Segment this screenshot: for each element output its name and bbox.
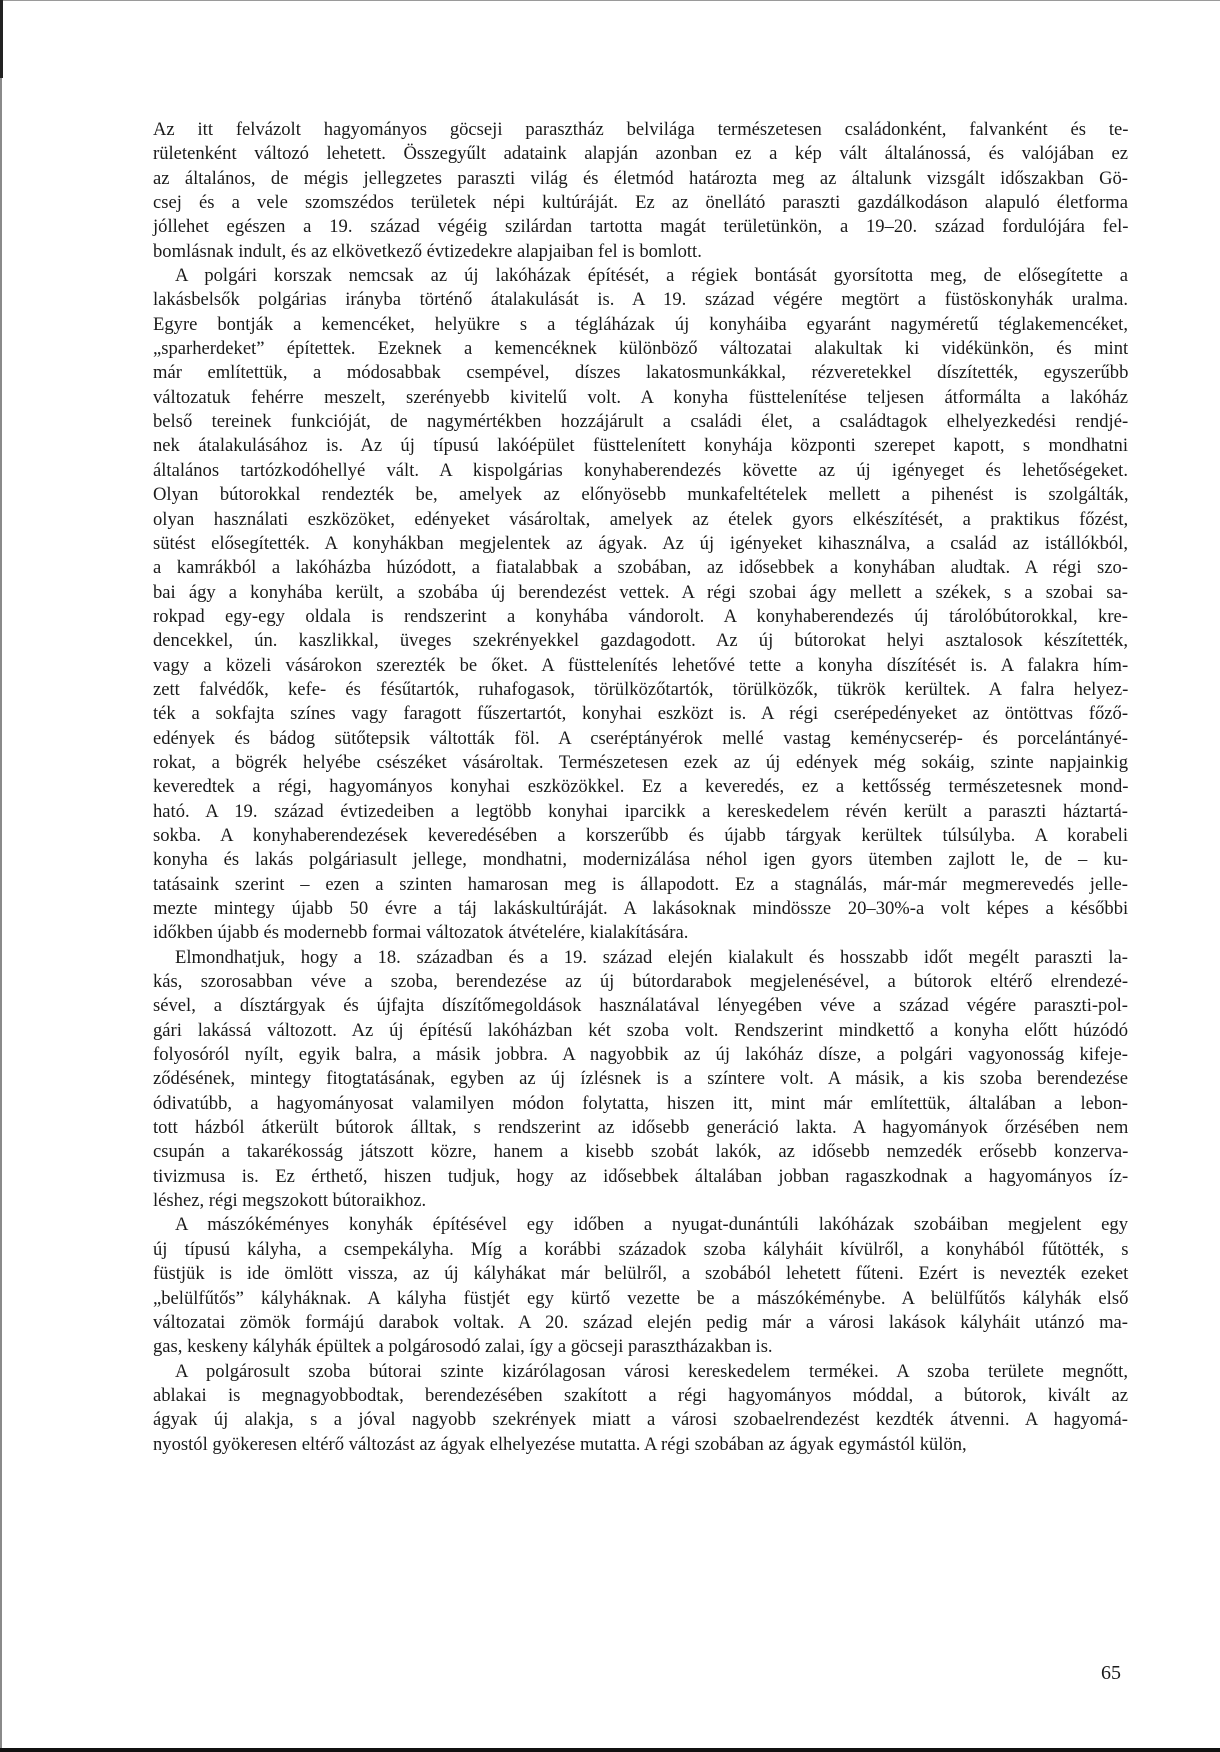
paragraph: [153, 264, 1128, 946]
text-line: rokat, a bögrék helyébe csészéket vásároltak. Természetesen ezek az új edények még sokáig, szinte napjainkig: [153, 751, 1128, 773]
text-line: bai ágy a konyhába került, a szobába új berendezést vettek. A régi szobai ágy mellett a székek, s a szobai sa-: [153, 581, 1128, 603]
scan-left-edge: [0, 0, 2, 1752]
text-line: Egyre bontják a kemencéket, helyükre s a tégláházak új konyháiba egyaránt nagyméretű téglakemencéket,: [153, 313, 1128, 335]
text-line: nyostól gyökeresen eltérő változást az ágyak elhelyezése mutatta. A régi szobában az ágyak egymástól külön,: [153, 1433, 967, 1455]
text-line: lakásbelsők polgárias irányba történő átalakulását is. A 19. század végére megtört a füstöskonyhák uralma.: [153, 289, 1129, 311]
paragraph: [153, 1360, 1128, 1457]
text-line: tatásaink szerint – ezen a szinten hamarosan meg is állapodott. Ez a stagnálás, már-már megmerevedés jelle-: [153, 873, 1128, 895]
body-text: [153, 118, 1128, 1457]
scan-bottom-edge: [0, 1748, 1220, 1752]
text-line: csej és a vele szomszédos területek népi kultúráját. Ez az önellátó paraszti gazdálkodáson alapuló életforma: [153, 192, 1128, 214]
text-line: ablakai is megnagyobbodtak, berendezésében szakított a régi hagyományos móddal, a bútorok, kivált az: [153, 1384, 1129, 1406]
text-line: A polgárosult szoba bútorai szinte kizárólagosan városi kereskedelem termékei. A szoba területe megnőtt,: [175, 1360, 1128, 1382]
text-line: léshez, régi megszokott bútoraikhoz.: [153, 1190, 427, 1212]
page-number: 65: [1101, 1662, 1121, 1684]
text-line: tivizmusa is. Ez érthető, hiszen tudjuk, hogy az idősebbek általában jobban ragaszkodnak a hagyományos íz-: [153, 1165, 1129, 1187]
text-line: már említettük, a módosabbak csempével, díszes lakatosmunkákkal, rézveretekkel díszítették, egyszerűbb: [153, 362, 1129, 384]
text-line: általános tartózkodóhellyé vált. A kispolgárias konyhaberendezés követte az új igényeget és lehetőségeket.: [153, 459, 1128, 481]
text-line: változatai zömök formájú darabok voltak. A 20. század elején pedig már a városi lakások kályháit utánzó ma-: [153, 1311, 1128, 1333]
text-line: ződésének, mintegy fitogtatásának, egyben az új ízlésnek is a színtere volt. A másik, a kis szoba berendezése: [153, 1068, 1128, 1090]
text-line: a kamrákból a lakóházba húzódott, a fiatalabbak a szobában, az idősebbek a konyhában aludtak. A régi szo-: [153, 557, 1128, 579]
text-line: Elmondhatjuk, hogy a 18. században és a 19. század elején kialakult és hosszabb időt megélt paraszti la-: [175, 946, 1128, 968]
text-line: gas, keskeny kályhák épültek a polgárosodó zalai, így a göcseji parasztházakban is.: [153, 1336, 773, 1358]
text-line: csupán a takarékosság játszott közre, hanem a kisebb szobát lakók, az idősebb nemzedék erősebb konzerva-: [153, 1141, 1129, 1163]
text-line: sütést elősegítették. A konyhákban megjelentek az ágyak. Az új igényeket kihasználva, a család az istállókból,: [153, 532, 1128, 554]
text-line: A polgári korszak nemcsak az új lakóházak építését, a régiek bontását gyorsította meg, de elősegítette a: [175, 265, 1128, 287]
scan-left-edge-shadow: [0, 0, 3, 78]
text-line: konyha és lakás polgáriasult jellege, mondhatni, modernizálása néhol igen gyors ütemben zajlott le, de – ku-: [153, 849, 1128, 871]
text-line: ágyak új alakja, s a jóval nagyobb szekrények miatt a városi szobaelrendezést kezdték átvenni. A hagyomá-: [153, 1409, 1128, 1431]
text-line: vagy a közeli vásárokon szerezték be őket. A füsttelenítés lehetővé tette a konyha díszítését is. A falakra hím-: [153, 654, 1129, 676]
text-line: változatuk fehérre meszelt, szerényebb kivitelű volt. A konyha füsttelenítése teljesen átformálta a lakóház: [153, 386, 1128, 408]
text-line: rületenként változó lehetett. Összegyűlt adataink alapján azonban ez a kép vált általánossá, és valójában ez: [153, 143, 1129, 165]
text-line: edények és bádog sütőtepsik váltották föl. A cseréptányérok mellé vastag keménycserép- és porcelántányé-: [153, 727, 1128, 749]
text-line: dencekkel, ún. kaszlikkal, üveges szekrényekkel gazdagodott. Az új bútorokat helyi asztalosok készítették,: [153, 630, 1129, 652]
text-line: mezte mintegy újabb 50 évre a táj lakáskultúráját. A lakásoknak mindössze 20–30%-a volt képes a későbbi: [153, 898, 1129, 919]
paragraph: [153, 946, 1128, 1214]
text-line: nek átalakulásához is. Az új típusú lakóépület füsttelenített konyhája központi szerepet kapott, s mondhatni: [153, 435, 1128, 457]
text-line: ódivatúbb, a hagyományosat valamilyen módon folytatta, hiszen itt, mint már említettük, általában a lebon-: [153, 1092, 1128, 1114]
text-line: bomlásnak indult, és az elkövetkező évtizedekre alapjaiban fel is bomlott.: [153, 240, 702, 262]
text-line: folyosóról nyílt, egyik balra, a másik jobbra. A nagyobbik az új lakóház dísze, a polgári vagyonosság kifeje-: [153, 1044, 1128, 1066]
text-line: olyan használati eszközöket, edényeket vásároltak, amelyek az ételek gyors elkészítését, a praktikus főzést,: [153, 508, 1129, 530]
text-line: új típusú kályha, a csempekályha. Míg a korábbi századok szoba kályháit kívülről, a konyhából fűtötték, s: [153, 1238, 1129, 1260]
text-line: sokba. A konyhaberendezések keveredésében a korszerűbb és újabb tárgyak kerültek túlsúlyba. A korabeli: [153, 824, 1128, 846]
text-line: Az itt felvázolt hagyományos göcseji parasztház belvilága természetesen családonként, falvanként és te-: [153, 119, 1129, 140]
text-line: „belülfűtős” kályháknak. A kályha füstjét egy kürtő vezette be a mászókéménybe. A belülfűtős kályhák első: [153, 1287, 1129, 1309]
text-line: kás, szorosabban véve a szoba, berendezése az új bútordarabok megjelenésével, a bútorok eltérő elrendezé-: [153, 971, 1129, 993]
text-line: füstjük is ide ömlött vissza, az új kályhákat már belülről, a szobából lehetett fűteni. Ezért is nevezték ezeket: [153, 1263, 1129, 1285]
scan-top-edge: [0, 0, 1220, 1]
text-line: gári lakássá változott. Az új építésű lakóházban két szoba volt. Rendszerint mindkettő a konyha előtt húzódó: [153, 1019, 1129, 1041]
text-line: rokpad egy-egy oldala is rendszerint a konyhába vándorolt. A konyhaberendezés új tárolóbútorokkal, kre-: [153, 605, 1128, 627]
text-line: jóllehet egészen a 19. század végéig szilárdan tartotta magát területünkön, a 19–20. század fordulójára fel-: [153, 216, 1129, 238]
text-line: zett falvédők, kefe- és fésűtartók, ruhafogasok, törülközőtartók, törülközők, tükrök kerültek. A falra helyez-: [153, 678, 1129, 700]
text-line: belső tereinek funkcióját, de nagymértékben hozzájárult a családi élet, a családtagok elhelyezkedési rendjé-: [153, 411, 1129, 433]
text-line: „sparherdeket” építettek. Ezeknek a kemencéknek különböző változatai alakultak ki vidékünkön, és mint: [153, 338, 1129, 360]
text-line: A mászókéményes konyhák építésével egy időben a nyugat-dunántúli lakóházak szobáiban megjelent egy: [175, 1214, 1128, 1236]
paragraph: [153, 1213, 1128, 1359]
text-line: tott házból átkerült bútorok álltak, s rendszerint az idősebb generáció lakta. A hagyományok őrzésében nem: [153, 1117, 1129, 1139]
text-line: az általános, de mégis jellegzetes paraszti világ és életmód határozta meg az általunk vizsgált időszakban Gö-: [153, 167, 1128, 189]
text-line: sével, a dísztárgyak és újfajta díszítőmegoldások használatával lényegében véve a század végére paraszti-pol-: [153, 995, 1128, 1017]
text-line: keveredtek a régi, hagyományos konyhai eszközökkel. Ez a keveredés, ez a kettősség természetesnek mond-: [153, 776, 1129, 798]
text-line: ható. A 19. század évtizedeiben a legtöbb konyhai iparcikk a kereskedelem révén került a paraszti háztartá-: [153, 800, 1128, 822]
paragraph: [153, 118, 1128, 264]
text-line: Olyan bútorokkal rendezték be, amelyek az előnyösebb munkafeltételek mellett a pihenést is szolgálták,: [153, 484, 1129, 506]
text-line: ték a sokfajta színes vagy faragott fűszertartót, konyhai eszközt is. A régi cserépedényeket az öntöttvas főző-: [153, 703, 1129, 725]
text-line: időkben újabb és modernebb formai változatok átvételére, kialakítására.: [153, 922, 689, 944]
